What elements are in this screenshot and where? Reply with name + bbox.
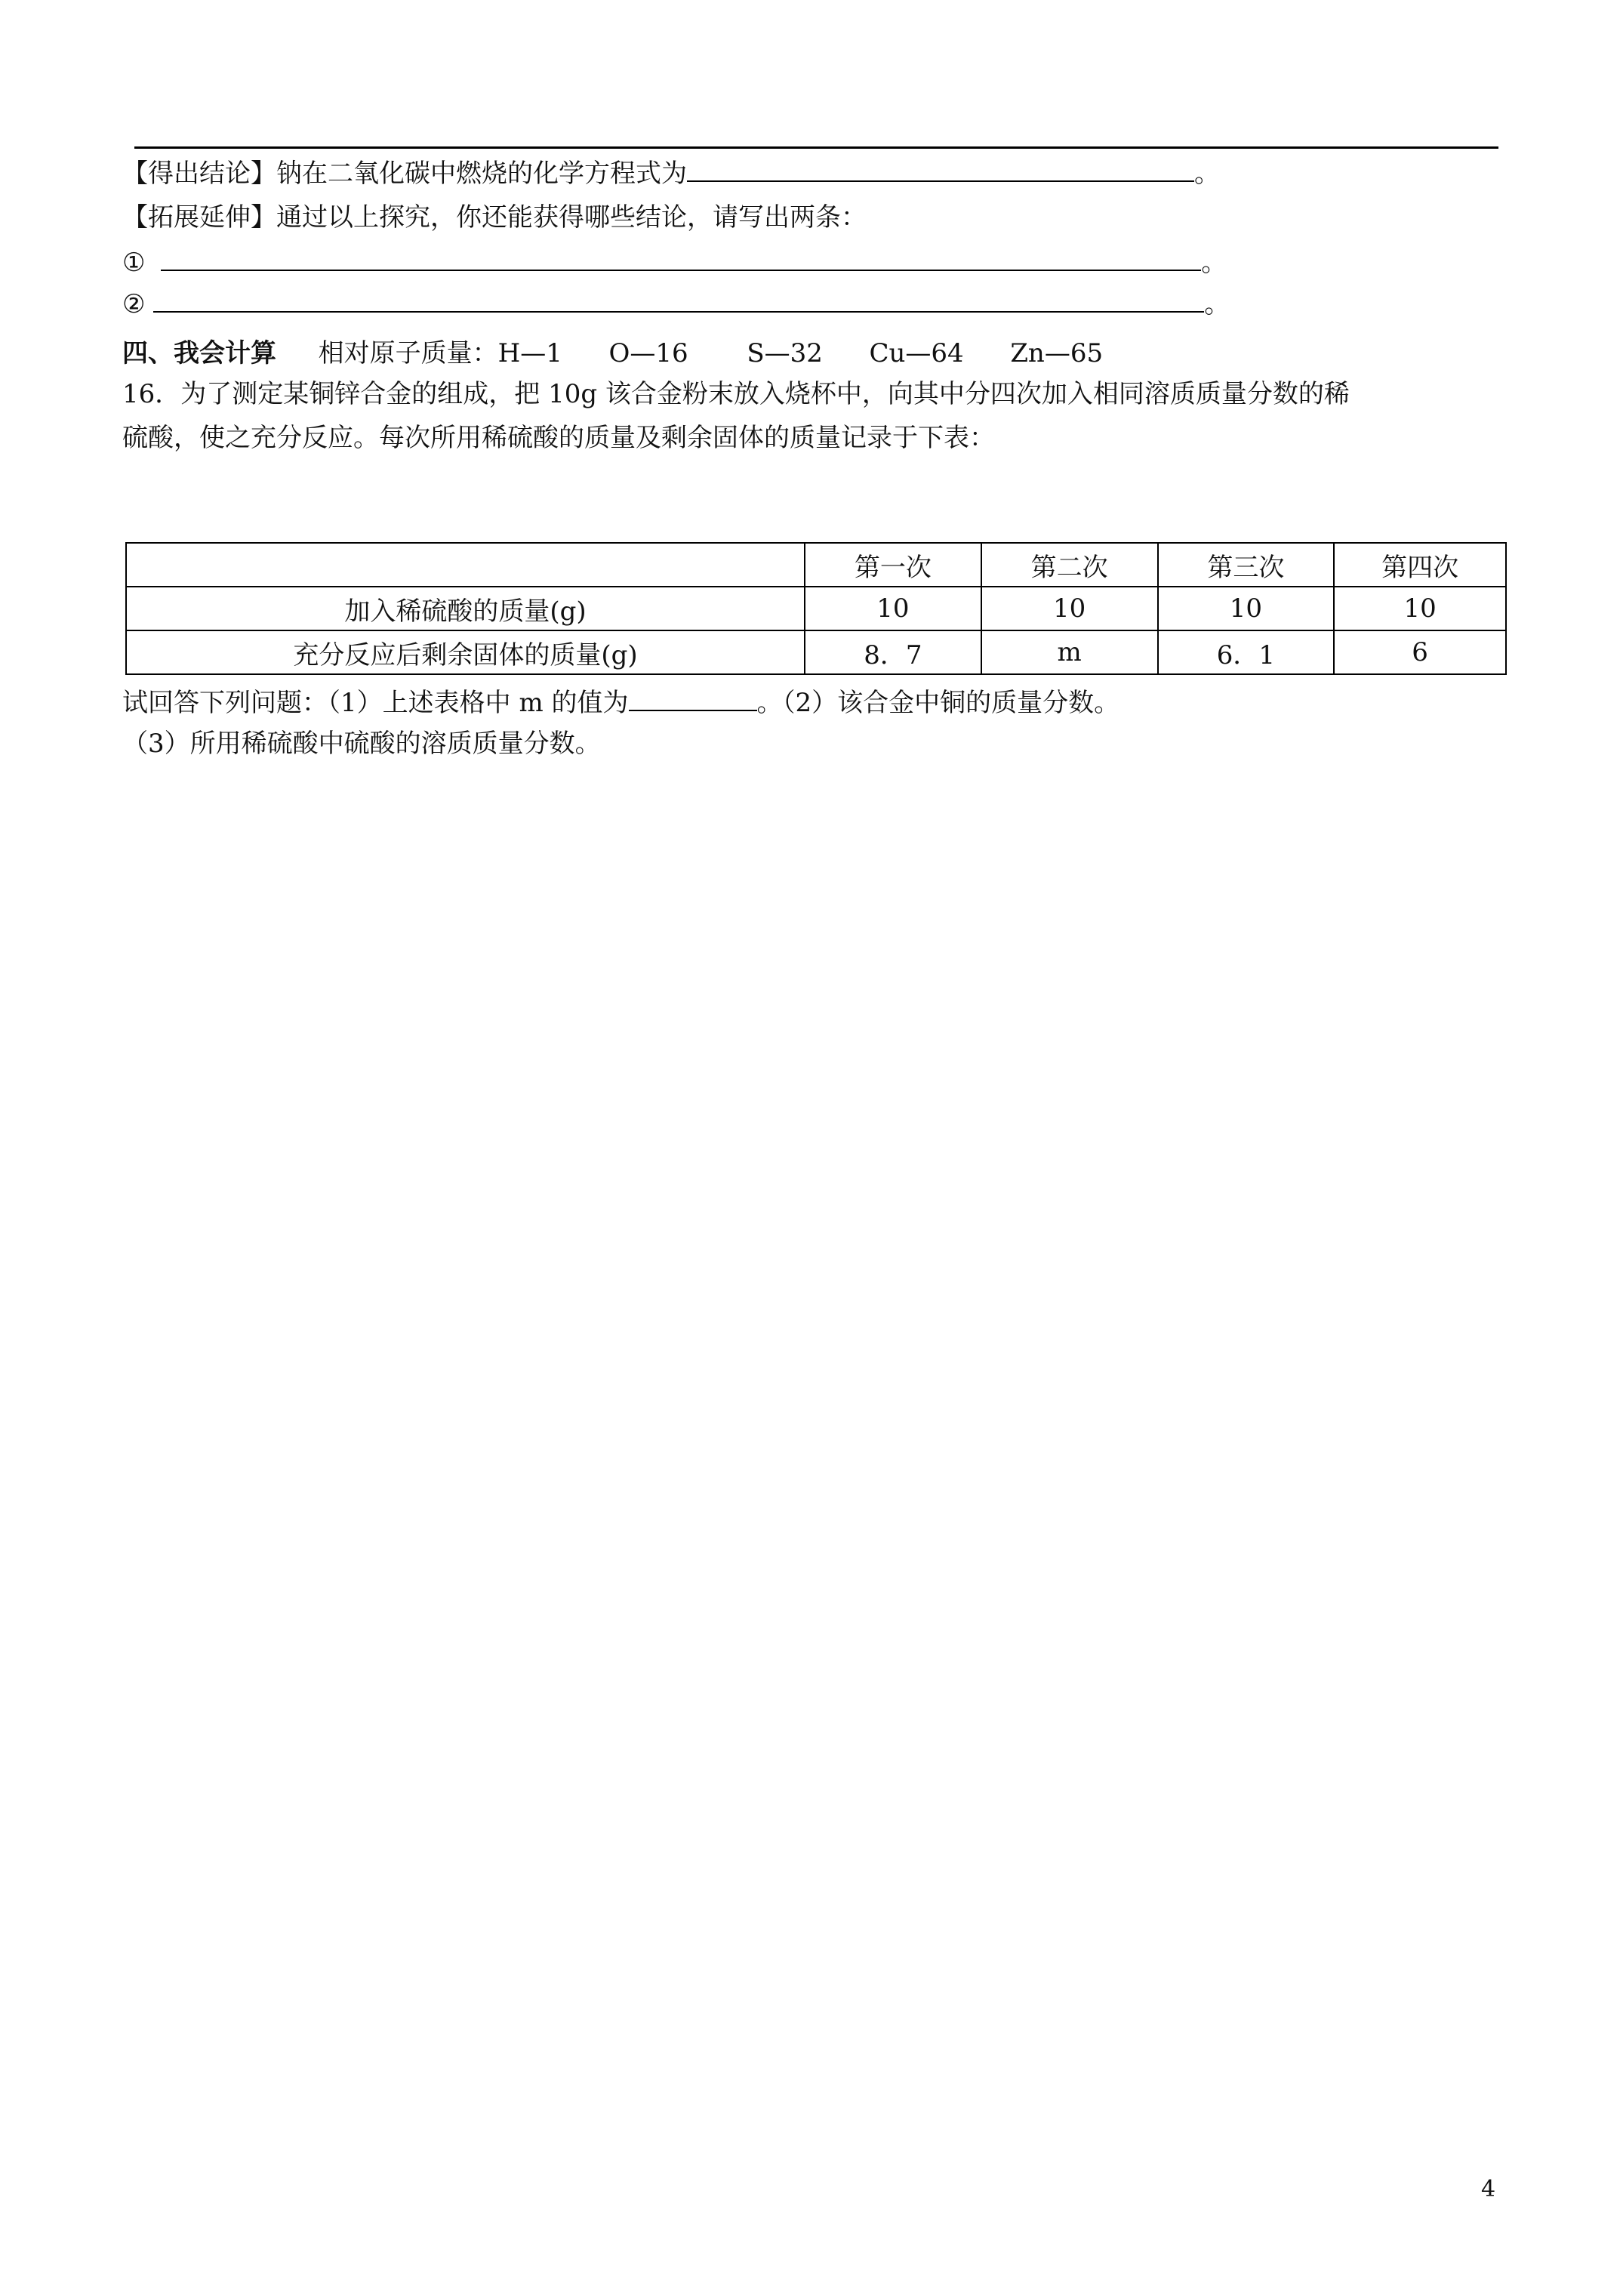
extension-item-marker: ②	[122, 289, 146, 319]
page-number: 4	[1481, 2176, 1496, 2202]
atomic-mass-h: H—1	[497, 338, 562, 368]
conclusion-line	[122, 155, 1220, 190]
top-rule	[134, 146, 1498, 149]
table-header-cell: 第三次	[1158, 543, 1335, 587]
question-16-line-2: 硫酸，使之充分反应。每次所用稀硫酸的质量及剩余固体的质量记录于下表：	[122, 423, 995, 453]
conclusion-label: 【得出结论】	[122, 159, 276, 189]
extension-item-1	[122, 244, 1227, 279]
table-cell: 10	[1334, 587, 1506, 630]
table-row	[126, 630, 1506, 674]
atomic-mass-label: 相对原子质量：	[318, 338, 498, 368]
table-header-cell: 第四次	[1334, 543, 1506, 587]
table-header-cell	[126, 543, 805, 587]
table-row-label: 充分反应后剩余固体的质量(g)	[126, 630, 805, 674]
conclusion-end: 。	[1194, 159, 1220, 189]
questions-line-1	[122, 684, 1119, 720]
section-4-heading-line	[122, 337, 1103, 370]
question-16-line-1: 16．为了测定某铜锌合金的组成，把 10g 该合金粉末放入烧杯中，向其中分四次加入相同溶质质量分数的稀	[122, 379, 1350, 409]
conclusion-answer-blank[interactable]	[687, 155, 1194, 182]
extension-item-marker: ①	[122, 248, 146, 278]
question-1-prefix: 试回答下列问题：（1）上述表格中 m 的值为	[122, 688, 629, 718]
atomic-mass-s: S—32	[747, 338, 823, 368]
extension-text: 通过以上探究，你还能获得哪些结论，请写出两条：	[276, 202, 867, 233]
table-cell: 10	[805, 587, 981, 630]
extension-item-end: 。	[1201, 248, 1227, 278]
table-header-row	[126, 543, 1506, 587]
table-cell: m	[981, 630, 1158, 674]
atomic-mass-zn: Zn—65	[1010, 338, 1104, 368]
extension-line	[122, 201, 867, 234]
extension-answer-blank-2[interactable]	[153, 285, 1204, 313]
extension-answer-blank-1[interactable]	[161, 244, 1201, 271]
m-value-answer-blank[interactable]	[629, 684, 757, 711]
section-4-heading: 四、我会计算	[122, 338, 276, 368]
table-cell: 10	[981, 587, 1158, 630]
conclusion-text: 钠在二氧化碳中燃烧的化学方程式为	[276, 159, 687, 189]
question-3-line: （3）所用稀硫酸中硫酸的溶质质量分数。	[122, 729, 601, 759]
extension-item-end: 。	[1204, 289, 1230, 319]
table-cell: 6．1	[1158, 630, 1335, 674]
table-cell: 8．7	[805, 630, 981, 674]
atomic-mass-cu: Cu—64	[869, 338, 964, 368]
atomic-mass-o: O—16	[608, 338, 688, 368]
table-header-cell: 第二次	[981, 543, 1158, 587]
table-header-cell: 第一次	[805, 543, 981, 587]
table-row-label: 加入稀硫酸的质量(g)	[126, 587, 805, 630]
table-cell: 10	[1158, 587, 1335, 630]
extension-item-2	[122, 285, 1230, 321]
question-1-suffix: 。（2）该合金中铜的质量分数。	[756, 688, 1120, 718]
data-table	[125, 542, 1507, 675]
extension-label: 【拓展延伸】	[122, 202, 276, 233]
table-row	[126, 587, 1506, 630]
table-cell: 6	[1334, 630, 1506, 674]
